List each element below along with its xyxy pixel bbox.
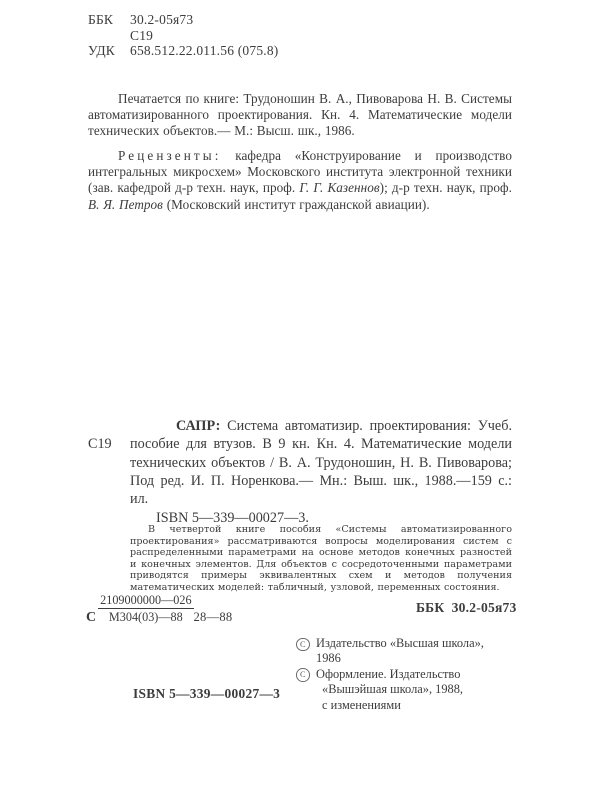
reviewers-paragraph — [88, 148, 512, 213]
bibliographic-record — [88, 417, 512, 528]
copyright-icon: C — [296, 668, 310, 682]
bbk-value: 30.2-05я73 — [130, 12, 194, 27]
bbk-bottom-label: ББК — [416, 600, 445, 615]
bbk-bottom-row — [416, 600, 517, 616]
copyright-entry — [296, 636, 526, 651]
copyright-entry-line2: 1986 — [316, 651, 341, 666]
copyright-entry-line3: с изменениями — [322, 697, 401, 712]
shelf-index-c19: С19 — [130, 27, 154, 43]
udk-value: 658.512.22.011.56 (075.8) — [130, 43, 279, 58]
copyright-icon: C — [296, 638, 310, 652]
record-title: САПР: — [176, 418, 221, 434]
reviewer-name-1: Г. Г. Казеннов — [299, 180, 380, 196]
annotation-paragraph: В четвертой книге пособия «Системы автоматизированного проектирования» рассматриваются вопросы моделирования систем с распределенными параметрами на основе методов конечных разностей и конечных элементов. Для объектов с сосредоточенными параметрами приводятся примеры эквивалентных схем и методов получения математических моделей: табличный, узловой, переменных состояния. — [130, 524, 512, 593]
copyright-entry-line2: «Вышэйшая школа», 1988, — [322, 682, 464, 697]
publication-code-block — [86, 594, 232, 626]
reviewers-part3: (Московский институт гражданской авиации). — [162, 196, 430, 212]
isbn-bottom: ISBN 5—339—00027—3 — [133, 686, 281, 701]
printed-from-paragraph: Печатается по книге: Трудоношин В. А., Пивоварова Н. В. Системы автоматизированного проектирования. Кн. 4. Математические модели технических объектов.— М.: Высш. шк., 1986. — [88, 91, 512, 139]
reviewers-part2: ); д-р техн. наук, проф. — [379, 180, 512, 196]
record-isbn: ISBN 5—339—00027—3. — [156, 510, 309, 527]
reviewer-name-2: В. Я. Петров — [88, 196, 163, 212]
copyright-block — [296, 636, 526, 713]
classification-codes-block — [88, 12, 279, 59]
bbk-bottom-value: 30.2-05я73 — [451, 600, 517, 615]
reviewers-part1: кафедра «Конструирование и производство интегральных микросхем» Московского института электронной техники (зав. кафедрой д-р техн. наук, проф. — [88, 148, 512, 196]
record-description: Система автоматизир. проектирования: Учеб. пособие для втузов. В 9 кн. Кн. 4. Математические модели технических объектов / В. А. Трудоношин, Н. В. Пивоварова; Под ред. И. П. Норенкова.— Мн.: Выш. шк., 1988.—159 с.: ил. — [130, 418, 512, 508]
udk-label: УДК — [88, 43, 116, 58]
publication-code-tail: 28—88 — [193, 609, 233, 624]
record-body — [130, 417, 512, 508]
reviewers-label: Рецензенты: — [118, 148, 222, 163]
copyright-entry-line1: Оформление. Издательство — [316, 666, 461, 681]
record-hanging-index: С19 — [88, 436, 112, 453]
copyright-entry — [296, 667, 526, 682]
fraction-denominator: М304(03)—88 — [108, 609, 183, 624]
bbk-row — [88, 12, 279, 28]
publication-code-fraction — [98, 594, 193, 624]
bbk-label: ББК — [88, 12, 114, 27]
publication-code-letter: С — [86, 609, 97, 625]
copyright-entry-line1: Издательство «Высшая школа», — [316, 636, 484, 650]
fraction-numerator: 2109000000—026 — [100, 593, 192, 607]
udk-row — [88, 43, 279, 59]
